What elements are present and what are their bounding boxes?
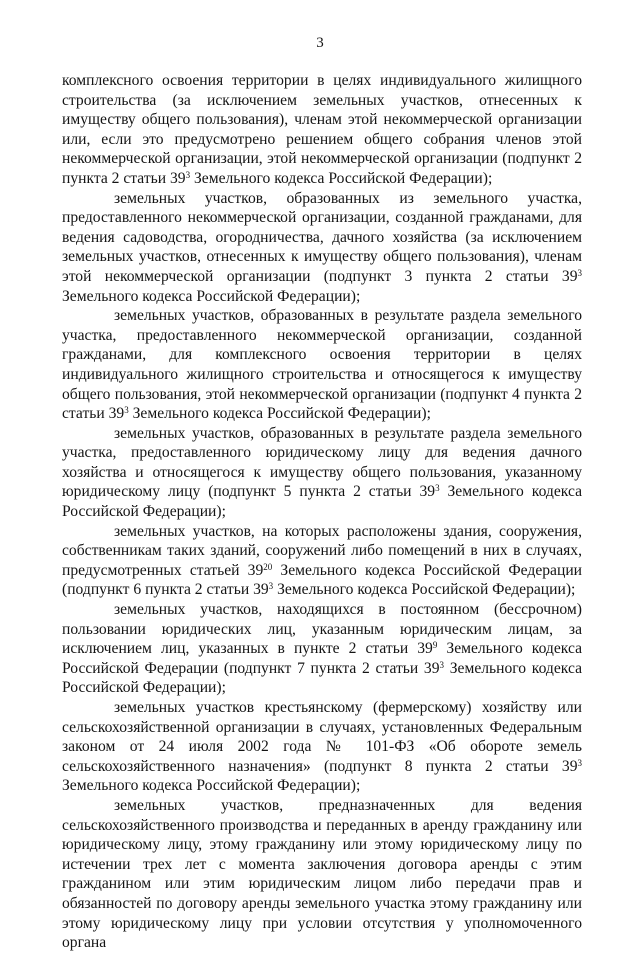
text-run: Земельного кодекса Российской Федерации);: [62, 483, 582, 521]
text-run: Земельного кодекса Российской Федерации);: [62, 777, 361, 795]
paragraph: [62, 600, 582, 698]
text-run: Земельного кодекса Российской Федерации);: [62, 659, 582, 697]
text-run: Земельного кодекса Российской Федерации);: [190, 169, 493, 187]
superscript: 3: [439, 659, 445, 670]
paragraph: [62, 306, 582, 424]
text-run: земельных участков, образованных в результате раздела земельного участка, предоставленного некоммерческой организации, созданной гражданами, для комплексного освоения территории в целях индивидуального жилищного строительства и относящегося к имуществу общего пользования, этой некоммерческой организации (подпункт 4 пункта 2 статьи 39: [62, 307, 582, 423]
superscript: 20: [263, 561, 273, 572]
superscript: 3: [577, 757, 582, 768]
paragraph: [62, 698, 582, 796]
text-run: Земельного кодекса Российской Федерации);: [62, 287, 361, 305]
superscript: 3: [124, 405, 129, 416]
text-run: земельных участков, образованных в результате раздела земельного участка, предоставленного юридическому лицу для ведения дачного хозяйства и относящегося к имуществу общего пользования, указанному юридическому лицу (подпункт 5 пункта 2 статьи 39: [62, 424, 582, 501]
superscript: 3: [577, 267, 582, 278]
text-run: земельных участков крестьянскому (фермерскому) хозяйству или сельскохозяйственной организации в случаях, установленных Федеральным законом от 24 июля 2002 года № 101-ФЗ «Об обороте земель сельскохозяйственного назначения» (подпункт 8 пункта 2 статьи 39: [62, 699, 582, 775]
superscript: 3: [185, 169, 191, 180]
text-run: Земельного кодекса Российской Федерации (подпункт 6 пункта 2 статьи 39: [62, 561, 583, 599]
superscript: 3: [268, 581, 274, 592]
document-body: [62, 71, 582, 953]
paragraph: [62, 796, 582, 953]
text-run: земельных участков, на которых расположены здания, сооружения, собственникам таких зданий, сооружений либо помещений в них в случаях, предусмотренных статьей 39: [62, 522, 582, 579]
superscript: 3: [435, 483, 440, 494]
text-run: Земельного кодекса Российской Федерации);: [128, 405, 431, 423]
paragraph: [62, 424, 582, 522]
text-run: земельных участков, образованных из земельного участка, предоставленного некоммерческой организации, созданной гражданами, для ведения садоводства, огородничества, дачного хозяйства (за исключением земельных участков, отнесенных к имуществу общего пользования), членам этой некоммерческой организации (подпункт 3 пункта 2 статьи 39: [62, 189, 582, 285]
paragraph: [62, 189, 582, 307]
text-run: земельных участков, находящихся в постоянном (бессрочном) пользовании юридических лиц, указанным юридическим лицам, за исключением лиц, указанных в пункте 2 статьи 39: [62, 601, 582, 658]
text-run: земельных участков, предназначенных для ведения сельскохозяйственного производства и переданных в аренду гражданину или юридическому лицу, этому гражданину или этому юридическому лицу по истечении трех лет с момента заключения договора аренды с этим гражданином или этим юридическим лицом либо передачи прав и обязанностей по договору аренды земельного участка этому гражданину или этому юридическому лицу при условии отсутствия у уполномоченного органа: [62, 796, 582, 952]
page-number: 3: [316, 35, 324, 51]
paragraph: [62, 522, 582, 600]
text-run: Земельного кодекса Российской Федерации (подпункт 7 пункта 2 статьи 39: [62, 640, 582, 677]
superscript: 9: [432, 640, 438, 651]
text-run: комплексного освоения территории в целях индивидуального жилищного строительства (за исключением земельных участков, отнесенных к имуществу общего пользования), членам этой некоммерческой организации или, если это предусмотрено решением общего собрания членов этой некоммерческой организации, этой некоммерческой организации (подпункт 2 пункта 2 статьи 39: [62, 72, 582, 187]
text-run: Земельного кодекса Российской Федерации);: [273, 581, 576, 599]
paragraph-continuation: [62, 71, 582, 189]
